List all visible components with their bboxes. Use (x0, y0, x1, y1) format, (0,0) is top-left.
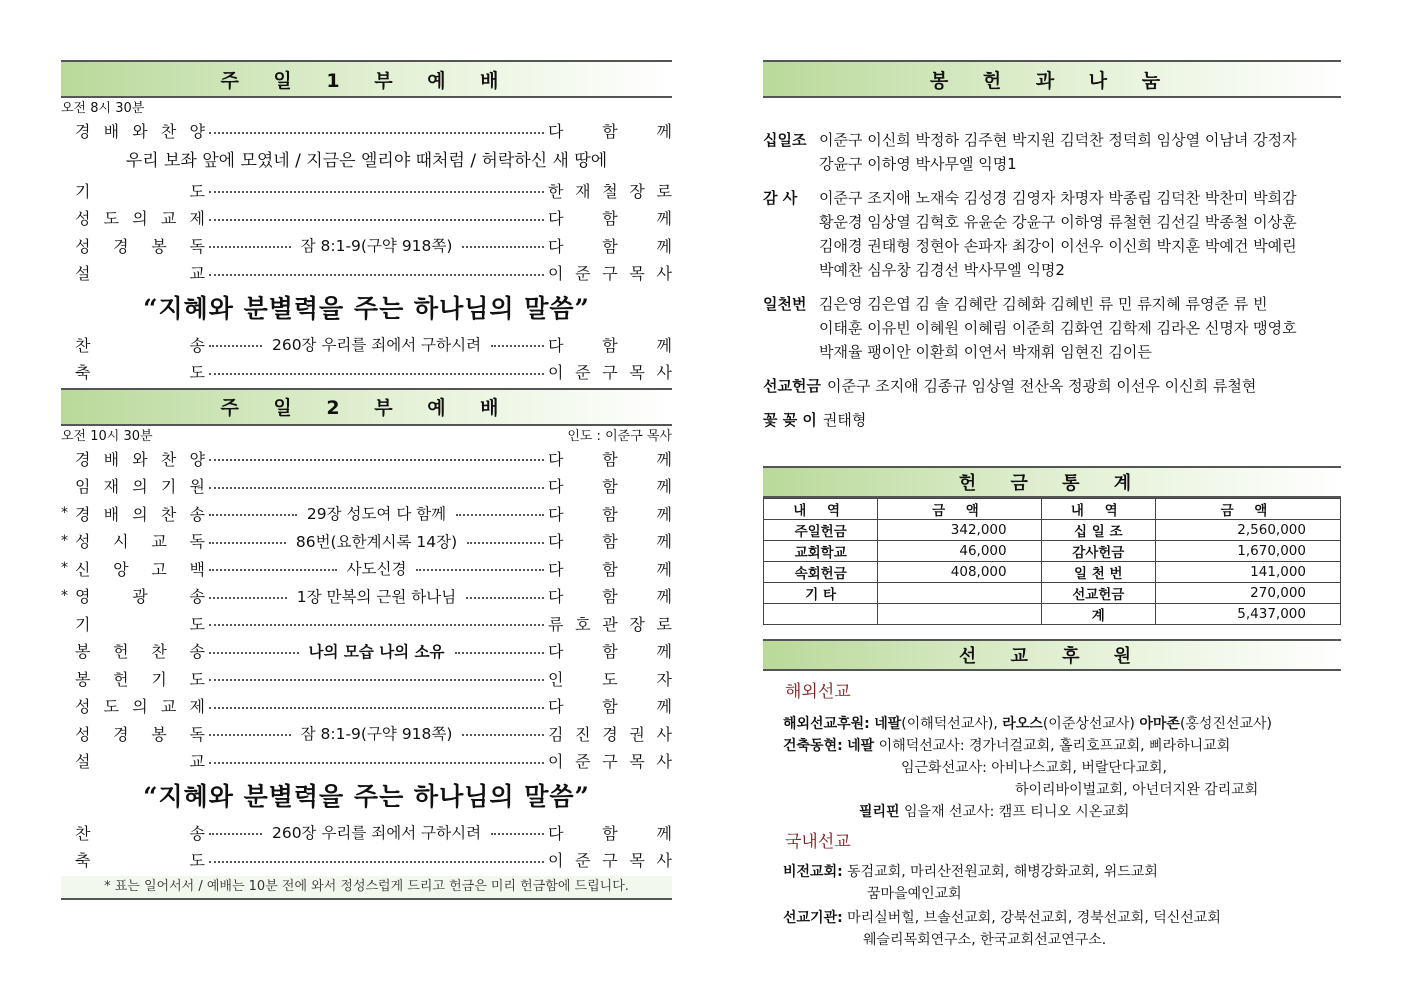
offering-group (763, 128, 1341, 176)
leader-dots (466, 597, 544, 599)
laos-label: 라오스 (1002, 716, 1043, 732)
service2-item (61, 555, 672, 583)
order-person: 다 함 께 (548, 532, 672, 552)
service2-meta (61, 428, 672, 445)
order-name: 성 시 교 독 (75, 532, 205, 552)
sermon-title-2: “지혜와 분별력을 주는 하나님의 말씀” (143, 781, 590, 811)
vision-text-1: 동검교회, 마리산전원교회, 해병강화교회, 위드교회 (847, 864, 1158, 880)
stats-row (764, 541, 1341, 562)
stats-column-header: 내 역 (764, 499, 878, 520)
stats-item (764, 604, 878, 625)
leader-dots (209, 274, 544, 276)
order-detail: 29장 성도여 다 함께 (306, 505, 447, 524)
offering-group-names (819, 292, 1341, 364)
stats-amount: 342,000 (878, 520, 1041, 541)
philippines-text: 임을재 선교사: 캠프 티니오 시온교회 (904, 804, 1130, 820)
order-person: 류 호 관 장 로 (548, 614, 672, 634)
service1-header: 주 일 1 부 예 배 (61, 60, 672, 98)
overseas-title: 해외선교 (785, 682, 851, 702)
offering-names-line: 이준구 조지애 노재숙 김성경 김영자 차명자 박종립 김덕찬 박찬미 박희감 (819, 189, 1297, 207)
leader-dots (416, 569, 544, 571)
stats-amount (878, 604, 1041, 625)
leader-dots (467, 542, 544, 544)
leader-dots (209, 833, 262, 835)
building-line-1 (763, 735, 1341, 757)
amazon-label: 아마존 (1139, 716, 1180, 732)
stats-item: 속회헌금 (764, 562, 878, 583)
order-person: 다 함 께 (548, 477, 672, 497)
right-column (763, 60, 1341, 951)
building-text-1: 이해덕선교사: 경가너걸교회, 홀리호프교회, 삐라하니교회 (878, 738, 1231, 754)
order-name: 설 교 (75, 752, 205, 772)
stats-column-header: 내 역 (1041, 499, 1155, 520)
service1-item (61, 331, 672, 359)
flower-names: 권태형 (822, 411, 867, 429)
offering-group (763, 186, 1341, 282)
service1-item (61, 232, 672, 260)
service2-item (61, 472, 672, 500)
order-name: 축 도 (75, 363, 205, 383)
stats-item: 일 천 번 (1041, 562, 1155, 583)
stats-column-header: 금 액 (878, 499, 1041, 520)
overseas-support (763, 713, 1341, 735)
offering-names-line: 김은영 김은엽 김 솔 김혜란 김혜화 김혜빈 류 민 류지혜 류영준 류 빈 (819, 295, 1268, 313)
order-person: 다 함 께 (548, 335, 673, 355)
stats-column-header: 금 액 (1155, 499, 1340, 520)
offering-header: 봉 헌 과 나 눔 (763, 60, 1341, 98)
laos-missionary: (이준상선교사) (1042, 716, 1135, 732)
stats-item: 십 일 조 (1041, 520, 1155, 541)
left-column (61, 60, 672, 900)
offering-group-label: 일천번 (763, 295, 807, 313)
service1-order-top (61, 117, 672, 145)
philippines-line (763, 801, 1341, 823)
service2-item (61, 819, 672, 847)
leader-dots (209, 624, 544, 626)
order-name: 찬 송 (75, 335, 205, 355)
leader-dots (209, 132, 544, 134)
stats-row (764, 583, 1341, 604)
order-person: 이 준 구 목 사 (548, 363, 672, 383)
service1-item (61, 358, 672, 386)
offering-names-line: 박재율 팽이안 이환희 이연서 박재휘 임현진 김이든 (819, 343, 1152, 361)
leader-dots (455, 652, 545, 654)
org-text-1: 마리실버힐, 브솔선교회, 강북선교회, 경북선교회, 덕신선교회 (847, 910, 1221, 926)
order-name: 신 앙 고 백 (75, 559, 205, 579)
stats-header-row (764, 499, 1341, 520)
org-label: 선교기관: (783, 910, 843, 926)
service2-time: 오전 10시 30분 (61, 428, 153, 444)
service2-item (61, 445, 672, 473)
stats-amount: 270,000 (1155, 583, 1340, 604)
nepal-label: 네팔 (874, 716, 902, 732)
stand-mark: * (61, 532, 68, 549)
order-name: 축 도 (75, 851, 205, 871)
stats-amount: 1,670,000 (1155, 541, 1340, 562)
building-line-2: 임근화선교사: 아비나스교회, 버랄단다교회, (901, 760, 1167, 776)
stand-mark: * (61, 505, 68, 522)
mission-offering (763, 374, 1341, 398)
service1-time: 오전 8시 30분 (61, 101, 145, 116)
footer-note: * 표는 일어서서 / 예배는 10분 전에 와서 정성스럽게 드리고 헌금은 미리 헌금함에 드립니다. (61, 876, 672, 900)
order-name: 경 배 와 찬 양 (75, 449, 205, 469)
order-person: 한 재 철 장 로 (548, 181, 672, 201)
leader-dots (209, 597, 287, 599)
leader-dots (209, 219, 544, 221)
order-detail: 260장 우리를 죄에서 구하시려 (271, 824, 482, 843)
order-person: 다 함 께 (548, 209, 672, 229)
order-detail: 잠 8:1-9(구약 918쪽) (300, 237, 453, 256)
stats-item: 기 타 (764, 583, 878, 604)
offering-names-line: 황운경 임상열 김혁호 유윤순 강윤구 이하영 류철현 김선길 박종철 이상훈 (819, 213, 1297, 231)
stats-item: 주일헌금 (764, 520, 878, 541)
order-person: 이 준 구 목 사 (548, 752, 672, 772)
leader-dots (209, 246, 291, 248)
domestic-title: 국내선교 (785, 832, 851, 852)
service1-item (61, 117, 672, 145)
offering-group-label: 십일조 (763, 131, 807, 149)
sermon-title-1: “지혜와 분별력을 주는 하나님의 말씀” (143, 293, 590, 323)
leader-dots (209, 514, 297, 516)
vision-line-2: 꿈마을예인교회 (867, 886, 962, 902)
leader-dots (462, 734, 544, 736)
stats-row (764, 562, 1341, 583)
offering-names-line: 이태훈 이유빈 이혜원 이혜림 이준희 김화연 김학제 김라온 신명자 맹영호 (819, 319, 1297, 337)
building-nepal: 네팔 (847, 738, 875, 754)
service2-order-top (61, 445, 672, 775)
leader-dots (209, 459, 544, 461)
mission-offering-names: 이준구 조지애 김종규 임상열 전산옥 정광희 이선우 이신희 류철현 (826, 377, 1257, 395)
org-line-1 (763, 907, 1341, 929)
order-detail: 사도신경 (346, 560, 407, 579)
stats-item: 감사헌금 (1041, 541, 1155, 562)
order-name: 경 배 의 찬 송 (75, 504, 205, 524)
service2-item (61, 720, 672, 748)
order-name: 성 도 의 교 제 (75, 697, 205, 717)
order-name: 기 도 (75, 181, 205, 201)
philippines-label: 필리핀 (859, 804, 900, 820)
service1-item (61, 204, 672, 232)
flower (763, 408, 1341, 432)
service1-order-end (61, 331, 672, 386)
order-person: 다 함 께 (548, 504, 673, 524)
leader-dots (209, 652, 299, 654)
order-name: 봉 헌 기 도 (75, 669, 205, 689)
building-line-3: 하이리바이벌교회, 아넌더지완 감리교회 (1015, 782, 1259, 798)
service2-item (61, 665, 672, 693)
leader-dots (491, 833, 544, 835)
stats-item: 선교헌금 (1041, 583, 1155, 604)
service2-order-end (61, 819, 672, 874)
stats-amount: 46,000 (878, 541, 1041, 562)
leader-dots (209, 542, 286, 544)
overseas-support-label: 해외선교후원: (783, 716, 870, 732)
stats-item: 계 (1041, 604, 1155, 625)
order-name: 성 경 봉 독 (75, 236, 205, 256)
leader-dots (209, 734, 291, 736)
order-person: 인 도 자 (548, 669, 672, 689)
order-person: 다 함 께 (548, 587, 672, 607)
offering-group-label: 감 사 (763, 189, 798, 207)
offering-names-line: 이준구 이신희 박정하 김주현 박지원 김덕찬 정덕희 임상열 이남녀 강정자 (819, 131, 1297, 149)
order-person: 다 함 께 (548, 236, 673, 256)
order-person: 다 함 께 (548, 642, 673, 662)
service1-item (61, 177, 672, 205)
service1-meta (61, 100, 672, 117)
order-detail: 86번(요한계시록 14장) (295, 532, 458, 551)
service2-item (61, 500, 672, 528)
leader-dots (209, 569, 337, 571)
order-name: 찬 송 (75, 823, 205, 843)
mission-offering-label: 선교헌금 (763, 377, 821, 395)
vision-line-1 (763, 861, 1341, 883)
order-person: 다 함 께 (548, 559, 672, 579)
service2-leader: 인도 : 이준구 목사 (567, 428, 672, 444)
order-name: 임 재 의 기 원 (75, 477, 205, 497)
stats-row (764, 604, 1341, 625)
building-label: 건축동현: (783, 738, 843, 754)
stats-row (764, 520, 1341, 541)
offering-groups (763, 128, 1341, 364)
stats-amount: 5,437,000 (1155, 604, 1340, 625)
leader-dots (209, 191, 544, 193)
leader-dots (209, 762, 544, 764)
order-person: 이 준 구 목 사 (548, 851, 672, 871)
service2-item (61, 527, 672, 555)
order-detail: 1장 만복의 근원 하나님 (296, 587, 457, 606)
stats-amount: 408,000 (878, 562, 1041, 583)
order-name: 설 교 (75, 264, 205, 284)
leader-dots (462, 246, 544, 248)
vision-label: 비전교회: (783, 864, 843, 880)
leader-dots (209, 373, 544, 375)
stats-header: 헌 금 통 계 (763, 466, 1341, 498)
service2-item (61, 610, 672, 638)
order-name: 성 경 봉 독 (75, 724, 205, 744)
stand-mark: * (61, 560, 68, 577)
offering-group-names (819, 128, 1341, 176)
order-person: 다 함 께 (548, 823, 673, 843)
nepal-missionary: (이해덕선교사), (901, 716, 998, 732)
order-person: 다 함 께 (548, 697, 672, 717)
service2-header: 주 일 2 부 예 배 (61, 388, 672, 426)
offering-group-names (819, 186, 1341, 282)
order-person: 다 함 께 (548, 122, 672, 142)
stats-table (763, 498, 1341, 625)
leader-dots (209, 487, 544, 489)
leader-dots (209, 707, 544, 709)
leader-dots (209, 861, 544, 863)
offering-names-line: 김애경 권태형 정현아 손파자 최강이 이선우 이신희 박지훈 박예건 박예린 (819, 237, 1297, 255)
order-detail: 잠 8:1-9(구약 918쪽) (300, 725, 453, 744)
offering-names-line: 강윤구 이하영 박사무엘 익명1 (819, 155, 1017, 173)
leader-dots (456, 514, 544, 516)
service2-item (61, 582, 672, 610)
order-detail: 나의 모습 나의 소유 (308, 642, 445, 661)
stats-item: 교회학교 (764, 541, 878, 562)
order-name: 봉 헌 찬 송 (75, 642, 205, 662)
service2-item (61, 637, 672, 665)
service2-item (61, 846, 672, 874)
praise-songs: 우리 보좌 앞에 모였네 / 지금은 엘리야 때처럼 / 허락하신 새 땅에 (125, 150, 608, 171)
offering-names-line: 박예찬 심우창 김경선 박사무엘 익명2 (819, 261, 1065, 279)
order-person: 다 함 께 (548, 449, 672, 469)
stats-amount (878, 583, 1041, 604)
leader-dots (209, 345, 262, 347)
service1-order-mid (61, 177, 672, 287)
stats-body (764, 520, 1341, 625)
stand-mark: * (61, 587, 68, 604)
order-name: 경 배 와 찬 양 (75, 122, 205, 142)
stats-amount: 2,560,000 (1155, 520, 1340, 541)
leader-dots (209, 679, 544, 681)
order-name: 영 광 송 (75, 587, 205, 607)
org-line-2: 웨슬리목회연구소, 한국교회선교연구소. (863, 932, 1107, 948)
order-detail: 260장 우리를 죄에서 구하시려 (271, 336, 482, 355)
service1-item (61, 259, 672, 287)
amazon-missionary: (홍성진선교사) (1179, 716, 1273, 732)
mission-header: 선 교 후 원 (763, 639, 1341, 671)
service2-item (61, 747, 672, 775)
flower-label: 꽃 꽂 이 (763, 411, 817, 429)
stats-amount: 141,000 (1155, 562, 1340, 583)
order-name: 기 도 (75, 614, 205, 634)
service2-item (61, 692, 672, 720)
order-name: 성 도 의 교 제 (75, 209, 205, 229)
leader-dots (491, 345, 544, 347)
order-person: 이 준 구 목 사 (548, 264, 672, 284)
order-person: 김 진 경 권 사 (548, 724, 672, 744)
offering-group (763, 292, 1341, 364)
